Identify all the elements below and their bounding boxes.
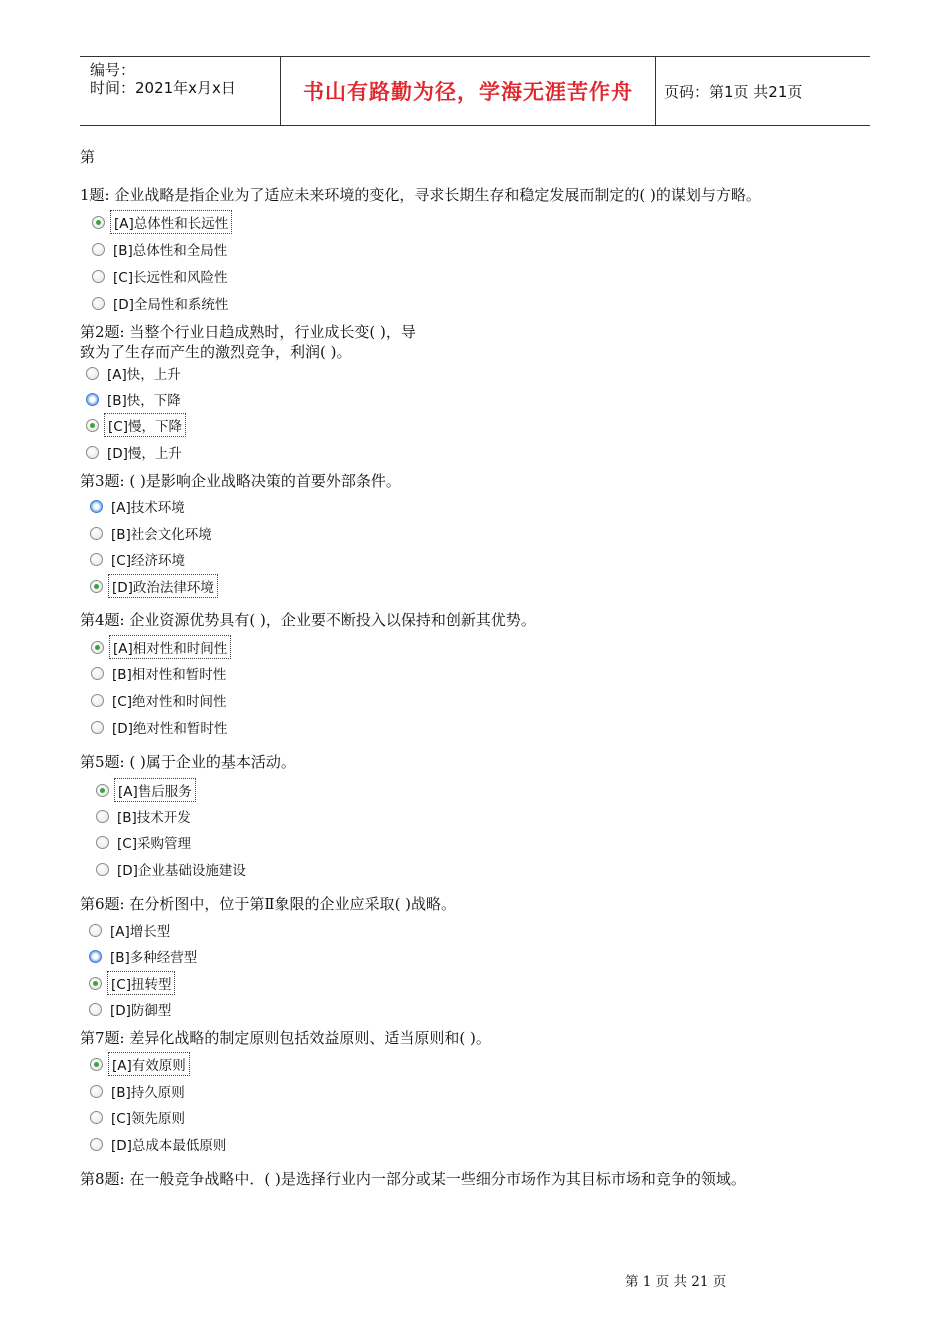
q7-option-b[interactable]: [B]持久原则 xyxy=(90,1081,188,1101)
radio-icon[interactable] xyxy=(86,446,99,459)
question-2-line2: 致为了生存而产生的激烈竞争，利润( )。 xyxy=(80,343,352,361)
radio-icon[interactable] xyxy=(96,863,109,876)
radio-icon[interactable] xyxy=(92,297,105,310)
radio-icon[interactable] xyxy=(90,553,103,566)
question-5: 第5题: ( )属于企业的基本活动。 xyxy=(80,753,296,771)
question-8: 第8题: 在一般竞争战略中．( )是选择行业内一部分或某一些细分市场作为其目标市场和竞争的领域。 xyxy=(80,1170,746,1188)
radio-icon[interactable] xyxy=(92,243,105,256)
radio-selected-icon[interactable] xyxy=(86,419,99,432)
radio-icon[interactable] xyxy=(96,810,109,823)
radio-icon[interactable] xyxy=(92,270,105,283)
q3-option-d[interactable]: [D]政治法律环境 xyxy=(90,576,218,596)
radio-icon[interactable] xyxy=(90,1085,103,1098)
q1-option-b[interactable]: [B]总体性和全局性 xyxy=(92,239,230,259)
time-label: 时间：2021年x月x日 xyxy=(90,79,236,97)
radio-selected-icon[interactable] xyxy=(90,580,103,593)
radio-hover-icon[interactable] xyxy=(90,500,103,513)
q2-option-c[interactable]: [C]慢，下降 xyxy=(86,415,186,435)
q4-option-b[interactable]: [B]相对性和暂时性 xyxy=(91,663,229,683)
q2-option-a[interactable]: [A]快，上升 xyxy=(86,363,184,383)
radio-icon[interactable] xyxy=(90,1138,103,1151)
q6-option-c[interactable]: [C]扭转型 xyxy=(89,973,175,993)
q1-option-a[interactable]: [A]总体性和长远性 xyxy=(92,212,232,232)
q2-option-d[interactable]: [D]慢，上升 xyxy=(86,442,185,462)
radio-selected-icon[interactable] xyxy=(89,977,102,990)
q4-option-a[interactable]: [A]相对性和时间性 xyxy=(91,637,231,657)
radio-icon[interactable] xyxy=(90,1111,103,1124)
q5-option-d[interactable]: [D]企业基础设施建设 xyxy=(96,859,249,879)
question-6: 第6题: 在分析图中，位于第Ⅱ象限的企业应采取( )战略。 xyxy=(80,895,457,913)
q4-option-c[interactable]: [C]绝对性和时间性 xyxy=(91,690,229,710)
q3-option-a[interactable]: [A]技术环境 xyxy=(90,496,188,516)
q1-option-c[interactable]: [C]长远性和风险性 xyxy=(92,266,230,286)
page-footer: 第 1 页 共 21 页 xyxy=(625,1274,727,1290)
q6-option-d[interactable]: [D]防御型 xyxy=(89,999,174,1019)
question-1: 1题: 企业战略是指企业为了适应未来环境的变化，寻求长期生存和稳定发展而制定的( )的谋划与方略。 xyxy=(80,186,761,204)
intro-text: 第 xyxy=(80,148,96,166)
q2-option-b[interactable]: [B]快，下降 xyxy=(86,389,184,409)
header-meta-cell xyxy=(80,57,280,125)
radio-selected-icon[interactable] xyxy=(90,1058,103,1071)
radio-icon[interactable] xyxy=(96,836,109,849)
q4-option-d[interactable]: [D]绝对性和暂时性 xyxy=(91,717,230,737)
radio-icon[interactable] xyxy=(86,367,99,380)
motto: 书山有路勤为径，学海无涯苦作舟 xyxy=(280,57,656,125)
radio-selected-icon[interactable] xyxy=(92,216,105,229)
question-4: 第4题: 企业资源优势具有( )，企业要不断投入以保持和创新其优势。 xyxy=(80,611,536,629)
radio-icon[interactable] xyxy=(91,721,104,734)
q7-option-d[interactable]: [D]总成本最低原则 xyxy=(90,1134,229,1154)
question-2: 第2题: 当整个行业日趋成熟时，行业成长变( )，导 xyxy=(80,323,416,341)
q3-option-b[interactable]: [B]社会文化环境 xyxy=(90,523,215,543)
q7-option-c[interactable]: [C]领先原则 xyxy=(90,1107,188,1127)
radio-selected-icon[interactable] xyxy=(96,784,109,797)
radio-selected-icon[interactable] xyxy=(91,641,104,654)
q3-option-c[interactable]: [C]经济环境 xyxy=(90,549,188,569)
q5-option-c[interactable]: [C]采购管理 xyxy=(96,832,194,852)
radio-icon[interactable] xyxy=(91,694,104,707)
number-label: 编号： xyxy=(90,61,136,79)
radio-icon[interactable] xyxy=(89,924,102,937)
radio-icon[interactable] xyxy=(91,667,104,680)
radio-icon[interactable] xyxy=(89,1003,102,1016)
radio-hover-icon[interactable] xyxy=(89,950,102,963)
radio-hover-icon[interactable] xyxy=(86,393,99,406)
q5-option-b[interactable]: [B]技术开发 xyxy=(96,806,194,826)
q1-option-d[interactable]: [D]全局性和系统性 xyxy=(92,293,231,313)
q7-option-a[interactable]: [A]有效原则 xyxy=(90,1054,190,1074)
q6-option-a[interactable]: [A]增长型 xyxy=(89,920,173,940)
question-3: 第3题: ( )是影响企业战略决策的首要外部条件。 xyxy=(80,472,401,490)
q5-option-a[interactable]: [A]售后服务 xyxy=(96,780,196,800)
document-header xyxy=(80,56,870,126)
radio-icon[interactable] xyxy=(90,527,103,540)
question-7: 第7题: 差异化战略的制定原则包括效益原则、适当原则和( )。 xyxy=(80,1029,491,1047)
page-info: 页码：第1页 共21页 xyxy=(664,82,803,101)
q6-option-b[interactable]: [B]多种经营型 xyxy=(89,946,200,966)
